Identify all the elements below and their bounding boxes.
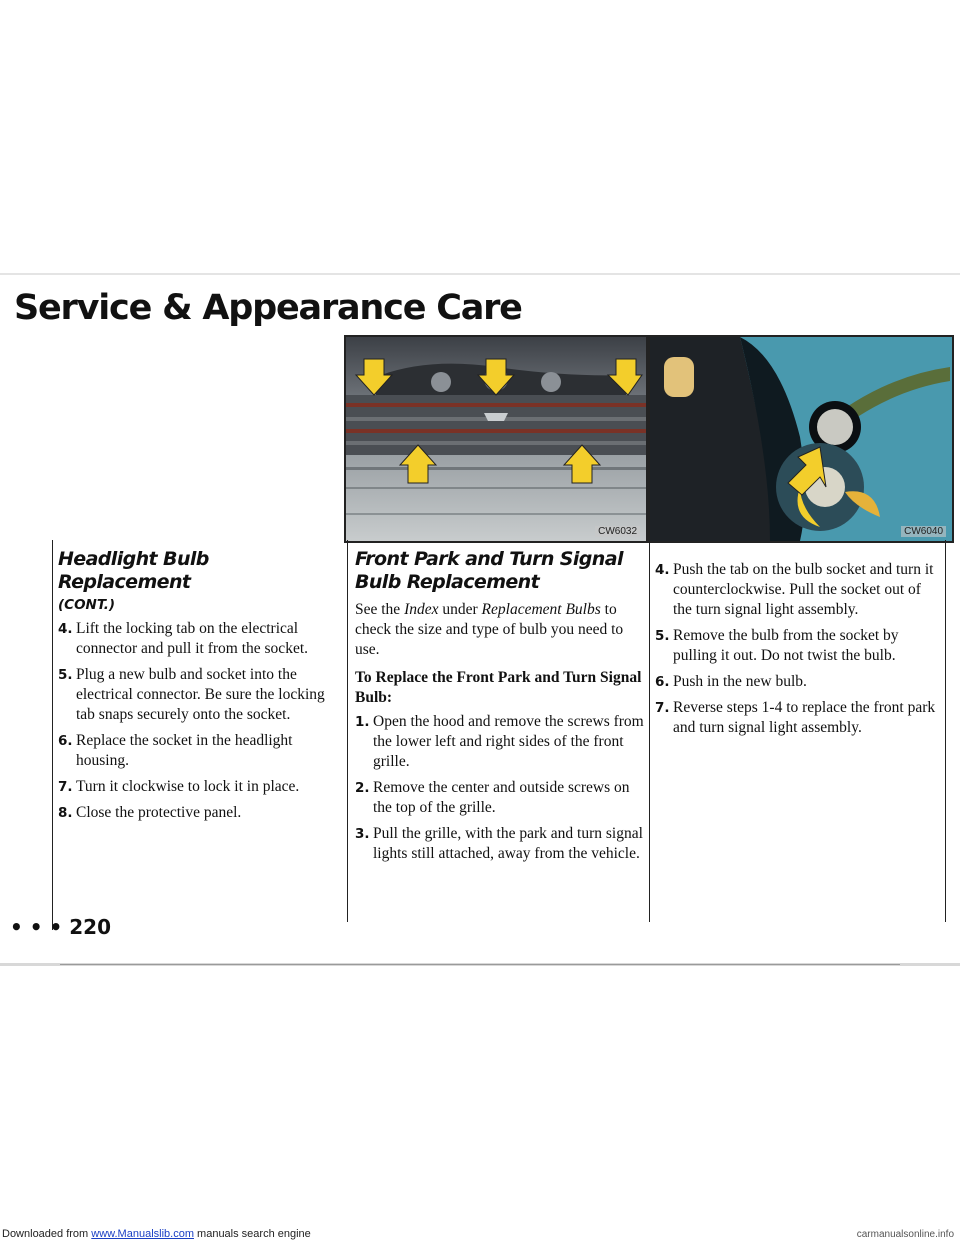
front-park-intro: See the Index under Replacement Bulbs to check the size and type of bulb you need to use. <box>355 601 624 658</box>
list-item: 4. Lift the locking tab on the electrical connector and pull it from the socket. <box>58 620 309 657</box>
page-number: • • • 220 <box>10 915 111 939</box>
front-park-steps <box>355 712 645 864</box>
list-item: 7. Reverse steps 1-4 to replace the front park and turn signal light assembly. <box>655 699 936 736</box>
continued-label: (CONT.) <box>58 597 116 613</box>
column-rule-right <box>649 540 650 922</box>
list-item: 8. Close the protective panel. <box>58 804 242 821</box>
index-ref: Index <box>404 601 439 618</box>
list-item: 6. Replace the socket in the headlight housing. <box>58 732 293 769</box>
grille-illustration <box>346 337 646 541</box>
grille-photo <box>344 335 648 543</box>
list-item: 4. Push the tab on the bulb socket and turn it counterclockwise. Pull the socket out of the turn signal light assembly. <box>655 561 934 618</box>
list-item: 1. Open the hood and remove the screws from the lower left and right sides of the front grille. <box>355 713 644 770</box>
download-footer <box>0 1227 960 1242</box>
front-park-steps-continued <box>655 560 940 738</box>
list-item: 5. Remove the bulb from the socket by pulling it out. Do not twist the bulb. <box>655 627 899 664</box>
headlight-steps <box>58 619 343 823</box>
column-rule-left <box>52 540 53 930</box>
list-item: 2. Remove the center and outside screws on the top of the grille. <box>355 779 630 816</box>
front-park-heading: Front Park and Turn Signal Bulb Replacement <box>355 548 623 593</box>
column-rule-edge <box>945 540 946 922</box>
socket-illustration <box>650 337 952 541</box>
photo-code-grille: CW6032 <box>595 526 640 537</box>
photo-code-socket: CW6040 <box>901 526 946 537</box>
socket-photo <box>648 335 954 543</box>
replacement-bulbs-ref: Replacement Bulbs <box>481 601 601 618</box>
headlight-column <box>58 548 343 829</box>
top-rule <box>0 273 960 275</box>
headlight-heading: Headlight Bulb Replacement <box>58 548 209 593</box>
bottom-rule-thin <box>60 964 900 965</box>
list-item: 7. Turn it clockwise to lock it in place. <box>58 778 300 795</box>
download-notice: Downloaded from www.Manualslib.com manuals search engine <box>2 1228 311 1240</box>
section-title: Service & Appearance Care <box>14 288 522 328</box>
list-item: 3. Pull the grille, with the park and turn signal lights still attached, away from the vehicle. <box>355 825 643 862</box>
front-park-continued-column <box>655 560 940 744</box>
watermark: carmanualsonline.info <box>856 1229 954 1240</box>
front-park-subheading: To Replace the Front Park and Turn Signal Bulb: <box>355 669 642 706</box>
column-rule-middle <box>347 540 348 922</box>
front-park-column <box>355 548 645 870</box>
list-item: 6. Push in the new bulb. <box>655 673 807 690</box>
list-item: 5. Plug a new bulb and socket into the electrical connector. Be sure the locking tab snaps securely onto the socket. <box>58 666 325 723</box>
manualslib-link[interactable]: www.Manualslib.com <box>91 1228 194 1240</box>
